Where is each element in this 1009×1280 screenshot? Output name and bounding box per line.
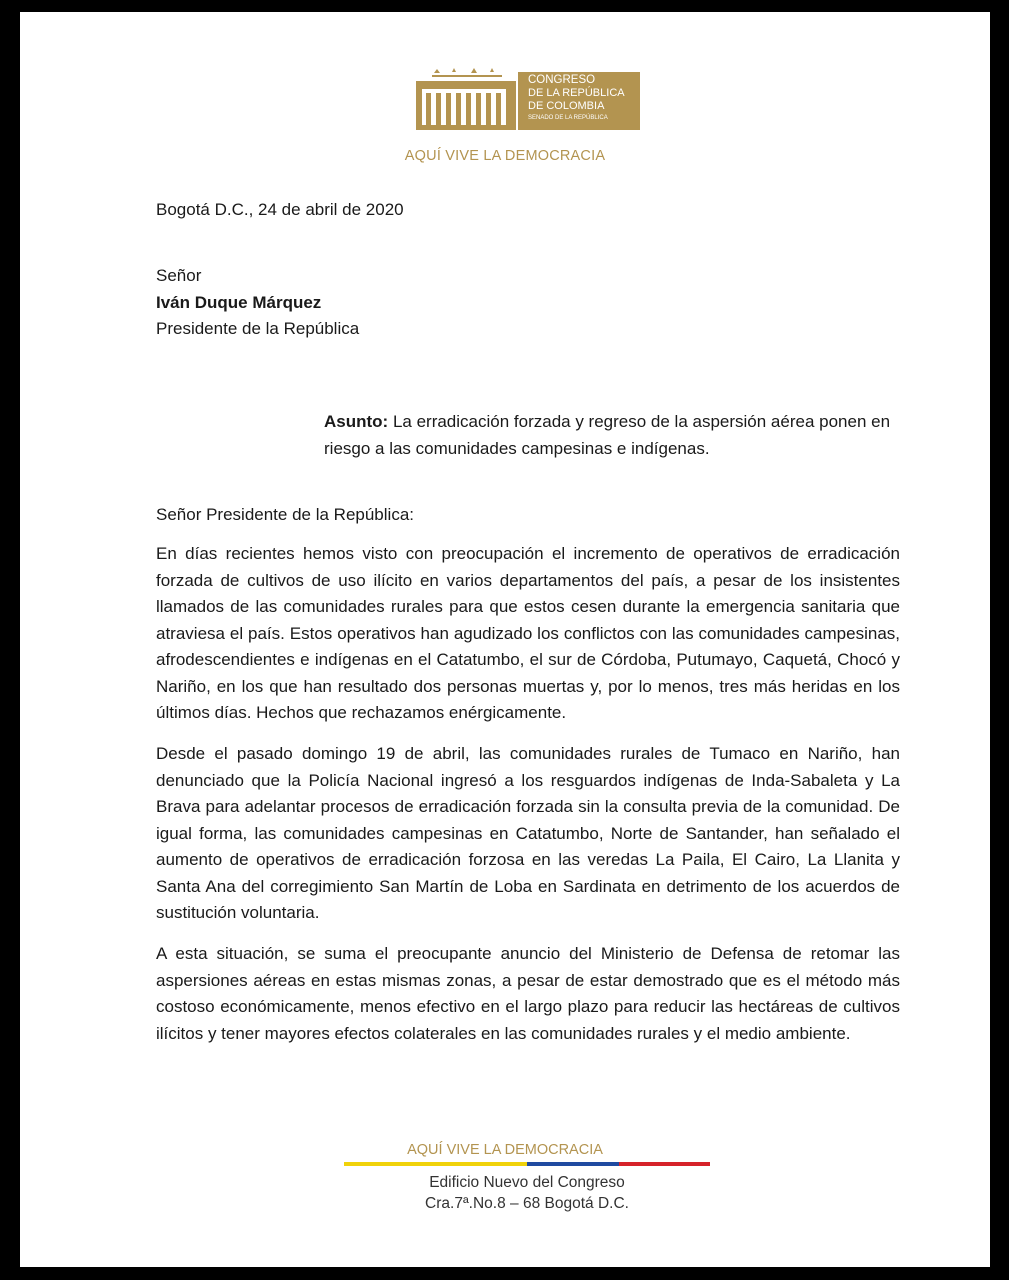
subject-block xyxy=(324,409,904,462)
flag-red-stripe xyxy=(619,1162,711,1166)
header-motto: AQUÍ VIVE LA DEMOCRACIA xyxy=(404,148,606,164)
subject-text: La erradicación forzada y regreso de la aspersión aérea ponen en riesgo a las comunidades campesinas e indígenas. xyxy=(324,412,891,458)
recipient-block xyxy=(156,263,359,343)
date-line: Bogotá D.C., 24 de abril de 2020 xyxy=(156,200,404,219)
flag-blue-stripe xyxy=(527,1162,619,1166)
logo-line-4: SENADO DE LA REPÚBLICA xyxy=(528,115,608,121)
body-paragraph: Desde el pasado domingo 19 de abril, las comunidades rurales de Tumaco en Nariño, han denunciado que la Policía Nacional ingresó a los resguardos indígenas de Inda-Sabaleta y La Brava para adelantar procesos de erradicación forzada sin la consulta previa de la comunidad. De igual forma, las comunidades campesinas en Catatumbo, Norte de Santander, han señalado el aumento de operativos de erradicación forzosa en las veredas La Paila, El Cairo, La Llanita y Santa Ana del corregimiento San Martín de Loba en Sardinata en detrimento de los acuerdos de sustitución voluntaria. xyxy=(156,744,900,922)
body-paragraph: A esta situación, se suma el preocupante anuncio del Ministerio de Defensa de retomar las aspersiones aéreas en estas mismas zonas, a pesar de estar demostrado que es el método más costoso económicamente, menos efectivo en el largo plazo para reducir las hectáreas de cultivos ilícitos y tener mayores efectos colaterales en las comunidades rurales y el medio ambiente. xyxy=(156,944,900,1043)
congress-logo xyxy=(416,67,646,147)
congress-logo-text xyxy=(518,72,640,130)
logo-line-2: DE LA REPÚBLICA xyxy=(528,87,625,99)
logo-line-1: CONGRESO xyxy=(528,74,596,86)
greeting: Señor Presidente de la República: xyxy=(156,505,414,524)
body-paragraph: En días recientes hemos visto con preocupación el incremento de operativos de erradicación forzada de cultivos de uso ilícito en varios departamentos del país, a pesar de los insistentes llamados de las comunidades rurales para que estos cesen durante la emergencia sanitaria que atraviesa el país. Estos operativos han agudizado los conflictos con las comunidades campesinas, afrodescendientes e indígenas en el Catatumbo, el sur de Córdoba, Putumayo, Caquetá, Chocó y Nariño, en los que han resultado dos personas muertas y, por lo menos, tres más heridas en los últimos días. Hechos que rechazamos enérgicamente. xyxy=(156,544,900,722)
recipient-title: Presidente de la República xyxy=(156,319,360,338)
letter-page xyxy=(20,12,990,1267)
subject-label: Asunto: xyxy=(324,412,389,431)
address-line-2: Cra.7ª.No.8 – 68 Bogotá D.C. xyxy=(425,1195,629,1212)
capitol-building-icon xyxy=(416,67,516,132)
flag-yellow-stripe xyxy=(344,1162,527,1166)
recipient-salutation: Señor xyxy=(156,266,202,285)
footer-motto: AQUÍ VIVE LA DEMOCRACIA xyxy=(407,1142,603,1158)
logo-line-3: DE COLOMBIA xyxy=(528,100,605,112)
recipient-name: Iván Duque Márquez xyxy=(156,292,322,312)
address-line-1: Edificio Nuevo del Congreso xyxy=(429,1174,625,1191)
footer-address xyxy=(20,1172,1009,1214)
colombia-flag-stripe xyxy=(344,1162,710,1166)
